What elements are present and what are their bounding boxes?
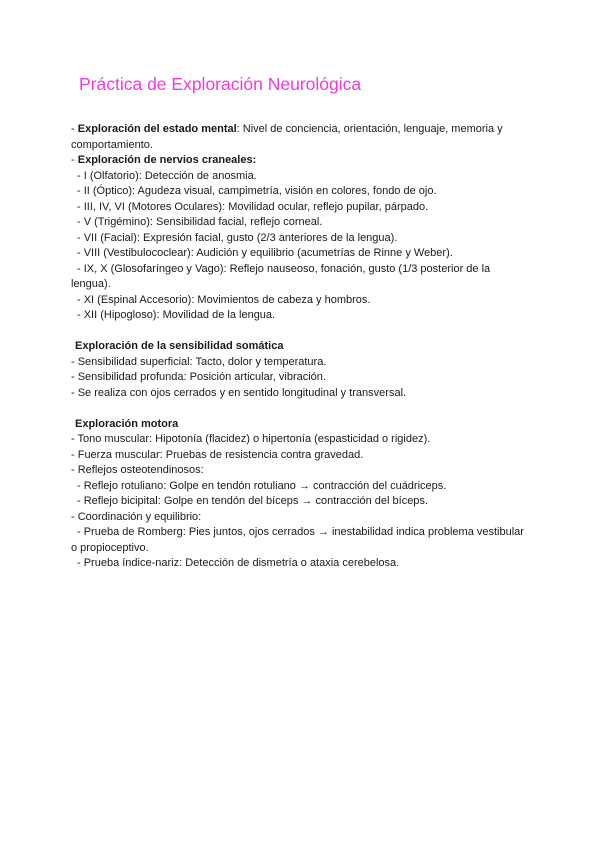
page-title: Práctica de Exploración Neurológica	[79, 74, 362, 94]
motora-subitem: - Reflejo rotuliano: Golpe en tendón rotuliano → contracción del cuádriceps.	[77, 479, 447, 492]
motora-item: - Coordinación y equilibrio:	[71, 510, 202, 523]
motora-item: - Reflejos osteotendinosos:	[71, 464, 204, 476]
motora-subitem: - Prueba índice-nariz: Detección de dismetría o ataxia cerebelosa.	[77, 557, 400, 569]
nervios-label: Exploración de nervios craneales:	[77, 154, 257, 166]
nervio-item: - XII (Hipogloso): Movilidad de la lengua.	[77, 309, 276, 321]
document-body	[71, 122, 531, 572]
nervio-item-text: - IX, X (Glosofaríngeo y Vago): Reflejo nauseoso, fonación, gusto (1/3 posterior de la lengua).	[71, 262, 491, 290]
nervio-item: - XI (Espinal Accesorio): Movimientos de cabeza y hombros.	[77, 293, 371, 306]
nervio-item: - I (Olfatorio): Detección de anosmia.	[77, 169, 257, 182]
motora-subitem: - Reflejo bicipital: Golpe en tendón del bíceps → contracción del bíceps.	[77, 495, 428, 507]
estado-mental-text: : Nivel de conciencia, orientación, lenguaje, memoria y comportamiento.	[71, 123, 503, 151]
sensibilidad-heading: Exploración de la sensibilidad somática	[75, 340, 284, 352]
nervio-item: - V (Trigémino): Sensibilidad facial, reflejo corneal.	[77, 216, 323, 228]
nervio-item: - II (Óptico): Agudeza visual, campimetría, visión en colores, fondo de ojo.	[77, 185, 437, 197]
motora-item: - Tono muscular: Hipotonía (flacidez) o hipertonía (espasticidad o rigidez).	[71, 433, 431, 445]
nervio-item: - III, IV, VI (Motores Oculares): Movilidad ocular, reflejo pupilar, párpado.	[77, 200, 429, 213]
motora-heading: Exploración motora	[75, 417, 179, 430]
motora-item: - Fuerza muscular: Pruebas de resistencia contra gravedad.	[71, 448, 364, 461]
motora-subitem-text: - Prueba de Romberg: Pies juntos, ojos cerrados → inestabilidad indica problema vestibular o propioceptivo.	[71, 526, 524, 554]
estado-mental-item: - Exploración del estado mental: Nivel de conciencia, orientación, lenguaje, memoria y comportamiento.	[71, 123, 503, 151]
sensibilidad-item: - Sensibilidad superficial: Tacto, dolor y temperatura.	[71, 355, 327, 368]
nervio-item	[71, 262, 531, 293]
estado-mental-label: Exploración del estado mental	[77, 123, 237, 135]
nervio-item: - VIII (Vestibulococlear): Audición y equilibrio (acumetrías de Rinne y Weber).	[77, 247, 453, 259]
nervios-heading: - Exploración de nervios craneales:	[71, 154, 257, 166]
nervio-item: - VII (Facial): Expresión facial, gusto (2/3 anteriores de la lengua).	[77, 231, 398, 244]
sensibilidad-item: - Sensibilidad profunda: Posición articular, vibración.	[71, 371, 326, 383]
motora-subitem	[71, 525, 531, 556]
sensibilidad-item: - Se realiza con ojos cerrados y en sentido longitudinal y transversal.	[71, 386, 407, 399]
